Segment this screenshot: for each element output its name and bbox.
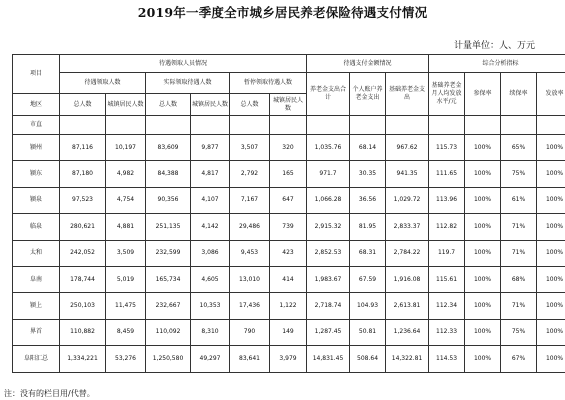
table-cell: 178,744 <box>60 266 106 292</box>
table-cell: 1,916.08 <box>386 266 429 292</box>
table-row <box>13 319 565 345</box>
table-cell: 68.14 <box>350 135 386 161</box>
unit-label: 计量单位：人、万元 <box>453 41 535 51</box>
table-cell: 2,613.81 <box>386 293 429 319</box>
region-name: 颍东 <box>13 161 60 187</box>
table-row <box>13 293 565 319</box>
table-cell: 112.82 <box>429 214 465 240</box>
pension-table <box>12 54 565 373</box>
table-cell: 67.59 <box>350 266 386 292</box>
suspended-total-header: 总人数 <box>230 94 270 116</box>
table-cell: 1,250,580 <box>146 346 191 372</box>
region-name: 临泉 <box>13 214 60 240</box>
table-cell: 941.35 <box>386 161 429 187</box>
table-cell: 3,509 <box>106 240 146 266</box>
table-cell: 17,436 <box>230 293 270 319</box>
table-cell: 14,322.81 <box>386 346 429 372</box>
table-cell: 75% <box>501 161 537 187</box>
personal-account-header: 个人账户养老金支出 <box>350 73 386 116</box>
table-cell: 110,092 <box>146 319 191 345</box>
table-cell: 4,107 <box>191 187 230 213</box>
table-cell: 71% <box>501 240 537 266</box>
participation-rate-header: 参保率 <box>465 73 501 116</box>
table-cell: 114.53 <box>429 346 465 372</box>
table-cell: 2,852.53 <box>307 240 350 266</box>
suspended-urban-header: 城镇居民人数 <box>270 94 307 116</box>
table-cell: 100% <box>465 266 501 292</box>
table-cell: 71% <box>501 293 537 319</box>
table-cell: 115.61 <box>429 266 465 292</box>
table-cell: 4,142 <box>191 214 230 240</box>
table-cell: 100% <box>537 346 565 372</box>
table-cell: 10,197 <box>106 135 146 161</box>
table-cell: 100% <box>465 346 501 372</box>
header-row-subgroups <box>13 73 565 94</box>
table-cell: 5,019 <box>106 266 146 292</box>
table-cell: 100% <box>537 214 565 240</box>
basic-pension-header: 基础养老金支出 <box>386 73 429 116</box>
table-cell: 3,979 <box>270 346 307 372</box>
table-row <box>13 346 565 372</box>
table-cell: 100% <box>537 266 565 292</box>
project-header: 项目 <box>13 55 60 94</box>
region-name: 阜南 <box>13 266 60 292</box>
table-cell: 119.7 <box>429 240 465 266</box>
table-cell: 7,167 <box>230 187 270 213</box>
table-cell: 68% <box>501 266 537 292</box>
urban-rural-header: 城镇居民人数 <box>106 94 146 116</box>
table-cell: 1,122 <box>270 293 307 319</box>
region-name: 界首 <box>13 319 60 345</box>
table-cell: 113.96 <box>429 187 465 213</box>
table-cell: 414 <box>270 266 307 292</box>
table-cell: 49,297 <box>191 346 230 372</box>
actual-total-header: 总人数 <box>146 94 191 116</box>
footnote: 注：没有的栏目用/代替。 <box>4 389 95 398</box>
table-cell: 9,453 <box>230 240 270 266</box>
table-cell: 65% <box>501 135 537 161</box>
table-cell: 112.33 <box>429 319 465 345</box>
table-cell: 4,817 <box>191 161 230 187</box>
table-cell: 1,983.67 <box>307 266 350 292</box>
table-cell: 3,507 <box>230 135 270 161</box>
table-cell: 14,831.45 <box>307 346 350 372</box>
table-cell: 2,915.32 <box>307 214 350 240</box>
table-cell: 9,877 <box>191 135 230 161</box>
region-name: 颍泉 <box>13 187 60 213</box>
actual-header: 实际领取待遇人数 <box>146 73 230 94</box>
table-cell: 739 <box>270 214 307 240</box>
table-cell: 2,718.74 <box>307 293 350 319</box>
table-cell: 100% <box>537 135 565 161</box>
table-cell: 100% <box>465 319 501 345</box>
table-cell: 100% <box>465 161 501 187</box>
table-cell: 1,236.64 <box>386 319 429 345</box>
table-row <box>13 214 565 240</box>
table-cell: 1,334,221 <box>60 346 106 372</box>
table-cell: 423 <box>270 240 307 266</box>
group-recipients-header: 待遇领取人员情况 <box>60 55 307 73</box>
table-cell: 30.35 <box>350 161 386 187</box>
table-cell: 320 <box>270 135 307 161</box>
table-row <box>13 161 565 187</box>
table-cell: 84,388 <box>146 161 191 187</box>
table-cell: 1,066.28 <box>307 187 350 213</box>
region-name: 阜阳汇总 <box>13 346 60 372</box>
table-cell: 110,882 <box>60 319 106 345</box>
table-cell: 508.64 <box>350 346 386 372</box>
table-cell: 2,792 <box>230 161 270 187</box>
table-cell: 242,052 <box>60 240 106 266</box>
table-row <box>13 266 565 292</box>
table-cell: 280,621 <box>60 214 106 240</box>
table-cell: 251,135 <box>146 214 191 240</box>
table-cell: 165 <box>270 161 307 187</box>
table-cell: 100% <box>537 319 565 345</box>
table-cell: 250,103 <box>60 293 106 319</box>
table-cell: 75% <box>501 319 537 345</box>
city-direct-row <box>13 116 565 135</box>
total-people-header: 总人数 <box>60 94 106 116</box>
issuance-rate-header: 发放率 <box>537 73 565 116</box>
table-row <box>13 135 565 161</box>
report-title: 2019年一季度全市城乡居民养老保险待遇支付情况 <box>137 5 428 20</box>
table-cell: 100% <box>465 135 501 161</box>
table-cell: 100% <box>465 293 501 319</box>
table-cell: 87,116 <box>60 135 106 161</box>
table-row <box>13 187 565 213</box>
table-cell: 149 <box>270 319 307 345</box>
table-cell: 1,029.72 <box>386 187 429 213</box>
table-cell: 1,035.76 <box>307 135 350 161</box>
table-cell: 11,475 <box>106 293 146 319</box>
header-row-groups <box>13 55 565 73</box>
pension-total-header: 养老金支出合计 <box>307 73 350 116</box>
table-cell: 8,459 <box>106 319 146 345</box>
table-cell: 100% <box>465 187 501 213</box>
table-cell: 100% <box>465 214 501 240</box>
table-cell: 36.56 <box>350 187 386 213</box>
table-cell: 81.95 <box>350 214 386 240</box>
table-cell: 4,881 <box>106 214 146 240</box>
table-cell: 100% <box>537 187 565 213</box>
continuation-rate-header: 续保率 <box>501 73 537 116</box>
table-cell: 4,754 <box>106 187 146 213</box>
table-cell: 83,641 <box>230 346 270 372</box>
basic-per-capita-header: 基础养老金月人均发放水平/元 <box>429 73 465 116</box>
table-cell: 100% <box>537 293 565 319</box>
table-cell: 90,356 <box>146 187 191 213</box>
table-cell: 61% <box>501 187 537 213</box>
region-name: 颍州 <box>13 135 60 161</box>
region-header: 地区 <box>13 94 60 116</box>
table-cell: 165,734 <box>146 266 191 292</box>
table-cell: 8,310 <box>191 319 230 345</box>
suspended-header: 暂停领取待遇人数 <box>230 73 307 94</box>
table-row <box>13 240 565 266</box>
table-cell: 53,276 <box>106 346 146 372</box>
table-cell: 1,287.45 <box>307 319 350 345</box>
table-cell: 97,523 <box>60 187 106 213</box>
group-analysis-header: 综合分析指标 <box>429 55 565 73</box>
table-cell: 232,599 <box>146 240 191 266</box>
table-cell: 67% <box>501 346 537 372</box>
table-cell: 4,605 <box>191 266 230 292</box>
table-cell: 83,609 <box>146 135 191 161</box>
table-cell: 87,180 <box>60 161 106 187</box>
group-payment-header: 待遇支付金额情况 <box>307 55 429 73</box>
table-cell: 50.81 <box>350 319 386 345</box>
table-cell: 232,667 <box>146 293 191 319</box>
table-cell: 10,353 <box>191 293 230 319</box>
table-cell: 971.7 <box>307 161 350 187</box>
table-cell: 13,010 <box>230 266 270 292</box>
table-cell: 71% <box>501 214 537 240</box>
table-cell: 4,982 <box>106 161 146 187</box>
table-cell: 104.93 <box>350 293 386 319</box>
table-cell: 790 <box>230 319 270 345</box>
actual-urban-header: 城镇居民人数 <box>191 94 230 116</box>
table-cell: 68.31 <box>350 240 386 266</box>
eligible-header: 待遇领取人数 <box>60 73 146 94</box>
table-cell: 112.34 <box>429 293 465 319</box>
table-cell: 115.73 <box>429 135 465 161</box>
table-cell: 100% <box>537 161 565 187</box>
table-cell: 2,784.22 <box>386 240 429 266</box>
table-cell: 100% <box>465 240 501 266</box>
table-cell: 2,833.37 <box>386 214 429 240</box>
region-name: 太和 <box>13 240 60 266</box>
table-cell: 29,486 <box>230 214 270 240</box>
region-name: 颍上 <box>13 293 60 319</box>
table-cell: 3,086 <box>191 240 230 266</box>
table-cell: 967.62 <box>386 135 429 161</box>
table-cell: 111.65 <box>429 161 465 187</box>
city-direct-label: 市直 <box>13 116 60 135</box>
table-cell: 647 <box>270 187 307 213</box>
table-cell: 100% <box>537 240 565 266</box>
